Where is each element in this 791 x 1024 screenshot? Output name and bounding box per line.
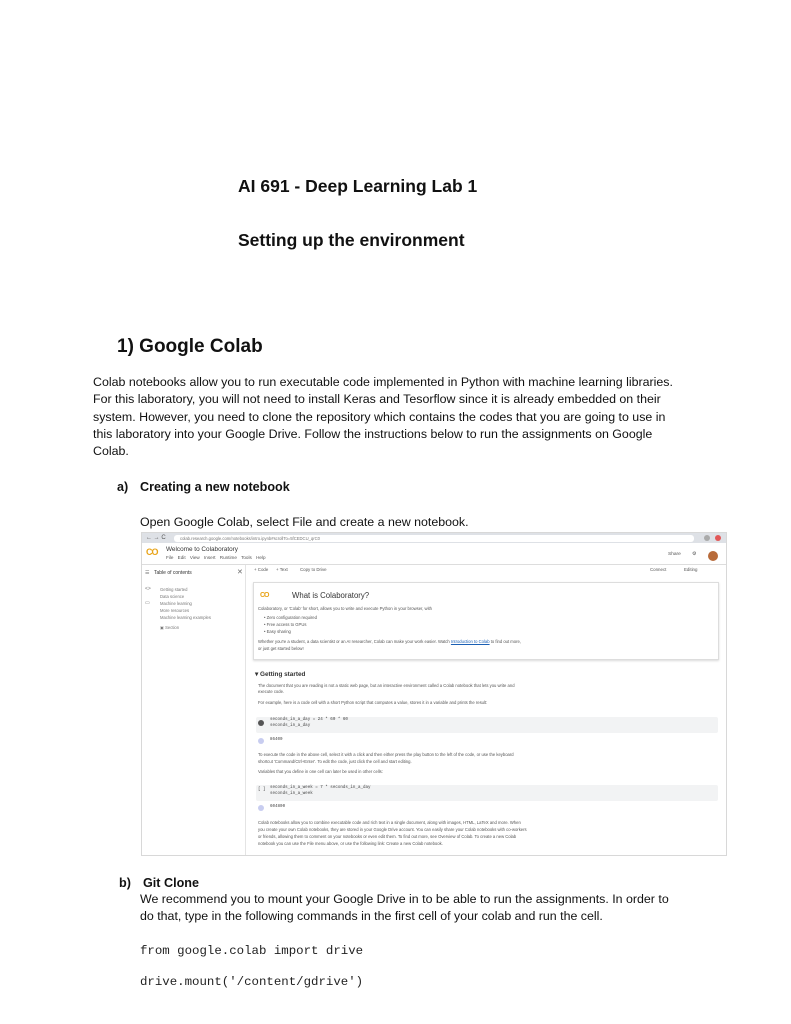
gs-paragraph: execute code.	[258, 689, 285, 694]
intro-line: this laboratory into your Google Drive. Follow the instructions below to run the assignments on Google	[93, 426, 653, 441]
code-line-import: from google.colab import drive	[140, 944, 364, 958]
code-output: 86400	[270, 738, 283, 742]
card-bullet: • Zero configuration required	[264, 615, 317, 620]
intro-line: system. However, you need to clone the repository which contains the codes that you are going to use in	[93, 409, 666, 424]
browser-nav-icons: ← → C	[146, 535, 166, 541]
intro-line: Colab.	[93, 444, 129, 459]
subsection-b-title: Git Clone	[143, 876, 199, 890]
connect-button: Connect	[650, 567, 667, 572]
gs-paragraph: you create your own Colab notebooks, they are stored in your Google Drive account. You can easily share your Colab notebooks with co-workers	[258, 827, 527, 832]
menu-bar: File Edit View Insert Runtime Tools Help	[166, 555, 266, 560]
text-line: do that, type in the following commands in the first cell of your colab and run the cell.	[140, 909, 603, 924]
card-bullet: • Easy sharing	[264, 629, 291, 634]
avatar	[708, 551, 718, 561]
output-icon	[258, 738, 264, 744]
card-intro: Colaboratory, or 'Colab' for short, allows you to write and execute Python in your browser, with	[258, 606, 432, 611]
extension-icon	[704, 535, 710, 541]
toc-item: Machine learning	[160, 601, 192, 606]
intro-paragraph	[93, 374, 698, 460]
code-line: seconds_in_a_week = 7 * seconds_in_a_day	[270, 786, 371, 790]
menu-icon: ☰	[145, 570, 150, 576]
code-line: seconds_in_a_day = 24 * 60 * 60	[270, 718, 348, 722]
getting-started-heading: ▾ Getting started	[255, 671, 306, 678]
close-window-icon	[715, 535, 721, 541]
subsection-a-label: a)	[117, 480, 129, 494]
add-text-button: + Text	[276, 567, 288, 572]
document-title: AI 691 - Deep Learning Lab 1	[238, 176, 478, 196]
card-colab-logo: CO	[260, 592, 269, 599]
card-footer-2: or just get started below!	[258, 646, 304, 651]
gs-paragraph: shortcut 'Command/Ctrl+Enter'. To edit the code, just click the cell and start editing.	[258, 759, 412, 764]
cell-prompt: [ ]	[258, 788, 266, 792]
toc-title: Table of contents	[154, 570, 192, 576]
subsection-a-text: Open Google Colab, select File and create a new notebook.	[140, 515, 469, 529]
intro-line: Colab notebooks allow you to run executable code implemented in Python with machine learning libraries.	[93, 375, 673, 389]
subsection-a-title: Creating a new notebook	[140, 480, 290, 494]
gs-paragraph: Variables that you define in one cell can later be used in other cells:	[258, 769, 383, 774]
toc-item: Data science	[160, 594, 185, 599]
address-bar: colab.research.google.com/notebooks/intro.ipynb#scrollTo=5fCEDCU_qrC0	[174, 535, 694, 542]
notebook-toolbar	[250, 567, 726, 575]
copy-to-drive-button: Copy to Drive	[300, 567, 327, 572]
gs-paragraph: Colab notebooks allow you to combine executable code and rich text in a single document, along with images, HTML, LaTeX and more. When	[258, 820, 521, 825]
toc-list	[160, 586, 211, 631]
code-output: 604800	[270, 805, 286, 809]
run-button-icon	[258, 720, 264, 726]
share-button: Share	[668, 552, 681, 557]
toc-section-button: ▣ Section	[160, 625, 180, 630]
colab-screenshot	[141, 532, 727, 856]
close-icon: ✕	[237, 569, 243, 576]
card-footer: Whether you're a student, a data scientist or an AI researcher, Colab can make your work easier. Watch Introduction to Colab to find out more,	[258, 639, 522, 644]
output-icon	[258, 805, 264, 811]
toc-section-label: Section	[165, 625, 180, 630]
notebook-title: Welcome to Colaboratory	[166, 546, 238, 553]
add-code-button: + Code	[254, 567, 269, 572]
intro-line: For this laboratory, you will not need to install Keras and Tesorflow since it is already embedded on their	[93, 392, 661, 407]
code-icon: <>	[145, 586, 151, 592]
code-line: seconds_in_a_week	[270, 792, 313, 796]
editing-indicator: Editing	[684, 567, 698, 572]
card-bullet: • Free access to GPUs	[264, 622, 307, 627]
toc-item: Getting started	[160, 587, 188, 592]
colab-logo: CO	[146, 547, 158, 557]
toc-item: Machine learning examples	[160, 615, 211, 620]
subsection-b-label: b)	[119, 876, 131, 890]
toc-item: More resources	[160, 608, 190, 613]
gear-icon: ⚙	[692, 552, 697, 557]
gs-paragraph: or friends, allowing them to comment on your notebooks or even edit them. To find out more, see Overview of Colab. To create a new Colab	[258, 834, 517, 839]
browser-chrome	[142, 533, 726, 543]
card-title: What is Colaboratory?	[292, 591, 370, 600]
intro-to-colab-link: Introduction to Colab	[450, 639, 490, 644]
text-line: We recommend you to mount your Google Drive in to be able to run the assignments. In order to	[140, 892, 669, 906]
gs-paragraph: For example, here is a code cell with a short Python script that computes a value, stores it in a variable and prints the result:	[258, 700, 488, 705]
code-line: seconds_in_a_day	[270, 724, 311, 728]
section-heading-google-colab: 1) Google Colab	[117, 336, 263, 357]
subsection-b-text	[140, 891, 710, 926]
code-line-mount: drive.mount('/content/gdrive')	[140, 975, 364, 989]
gs-paragraph: notebook you can use the File menu above, or use the following link: Create a new Colab notebook.	[258, 841, 443, 846]
gs-paragraph: The document that you are reading is not a static web page, but an interactive environment called a Colab notebook that lets you write and	[258, 683, 515, 688]
document-subtitle: Setting up the environment	[238, 230, 465, 250]
folder-icon: ▭	[145, 600, 150, 606]
gs-paragraph: To execute the code in the above cell, select it with a click and then either press the play button to the left of the code, or use the keyboard	[258, 752, 514, 757]
